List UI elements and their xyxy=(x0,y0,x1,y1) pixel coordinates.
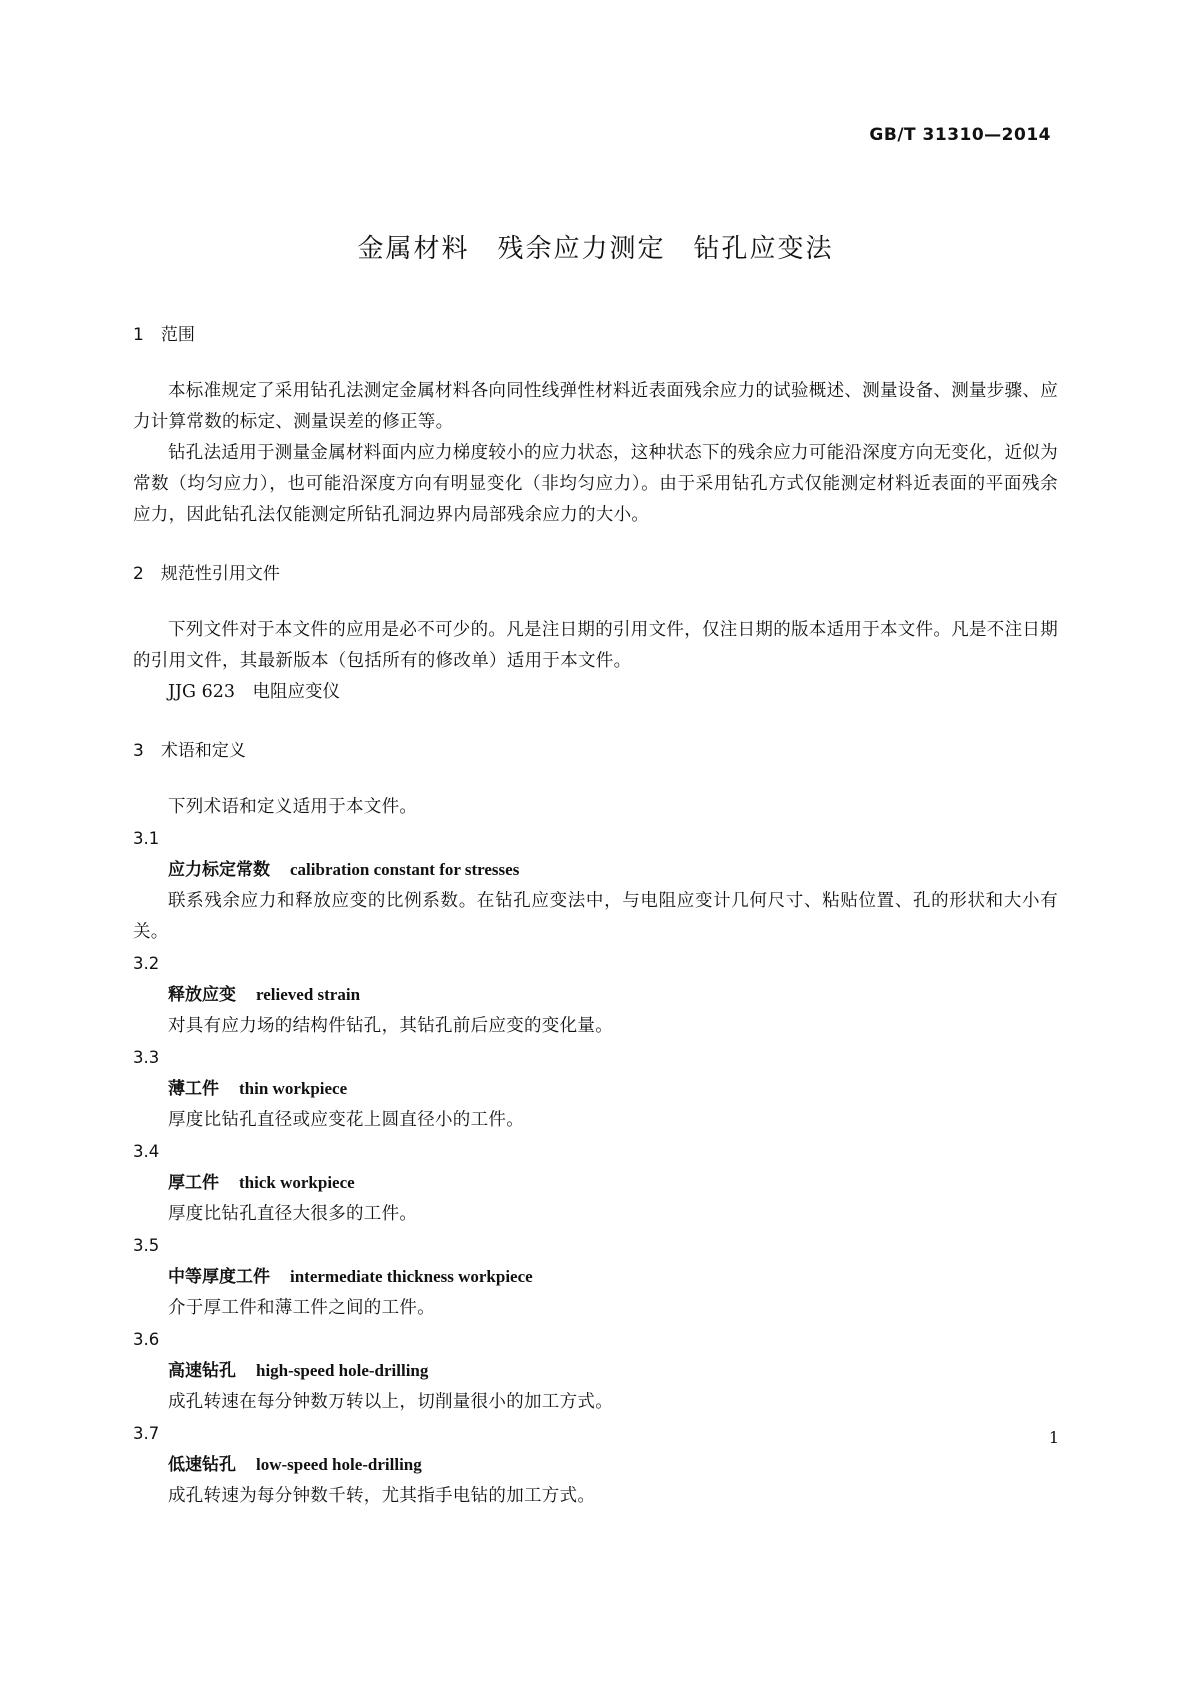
term-name xyxy=(133,979,1058,1011)
term-number: 3.6 xyxy=(133,1330,160,1349)
term-name-en: relieved strain xyxy=(256,985,361,1004)
term-name-en: high-speed hole-drilling xyxy=(256,1361,429,1380)
term-definition: 介于厚工件和薄工件之间的工件。 xyxy=(168,1298,435,1318)
term-name-en: calibration constant for stresses xyxy=(290,860,520,879)
section-heading: 1 范围 xyxy=(133,325,195,345)
term-entry xyxy=(133,1042,1058,1136)
term-definition: 成孔转速为每分钟数千转，尤其指手电钻的加工方式。 xyxy=(168,1486,596,1506)
term-name xyxy=(133,854,1058,886)
term-definition: 厚度比钻孔直径大很多的工件。 xyxy=(168,1204,418,1224)
term-entry xyxy=(133,1418,1058,1512)
term-entry xyxy=(133,1324,1058,1418)
term-name-zh: 高速钻孔 xyxy=(168,1361,236,1381)
term-name-zh: 薄工件 xyxy=(168,1079,219,1099)
term-name-zh: 释放应变 xyxy=(168,985,236,1005)
term-definition: 成孔转速在每分钟数万转以上，切削量很小的加工方式。 xyxy=(168,1392,613,1412)
term-name-zh: 低速钻孔 xyxy=(168,1455,236,1475)
term-number: 3.5 xyxy=(133,1236,160,1255)
term-entry xyxy=(133,1136,1058,1230)
term-name-en: thick workpiece xyxy=(239,1173,355,1192)
term-name xyxy=(133,1449,1058,1481)
term-name xyxy=(133,1355,1058,1387)
term-name xyxy=(133,1167,1058,1199)
term-name-en: intermediate thickness workpiece xyxy=(290,1267,533,1286)
term-name-zh: 厚工件 xyxy=(168,1173,219,1193)
term-number: 3.4 xyxy=(133,1142,160,1161)
section-heading: 2 规范性引用文件 xyxy=(133,564,280,584)
term-definition: 厚度比钻孔直径或应变花上圆直径小的工件。 xyxy=(168,1110,524,1130)
paragraph: 本标准规定了采用钻孔法测定金属材料各向同性线弹性材料近表面残余应力的试验概述、测量设备、测量步骤、应力计算常数的标定、测量误差的修正等。 xyxy=(133,381,1058,432)
term-number: 3.3 xyxy=(133,1048,160,1067)
term-definition: 联系残余应力和释放应变的比例系数。在钻孔应变法中，与电阻应变计几何尺寸、粘贴位置、孔的形状和大小有关。 xyxy=(133,891,1058,942)
term-name-en: low-speed hole-drilling xyxy=(256,1455,422,1474)
section-terms-and-definitions xyxy=(133,738,1058,1512)
term-name-zh: 中等厚度工件 xyxy=(168,1267,270,1287)
term-definition: 对具有应力场的结构件钻孔，其钻孔前后应变的变化量。 xyxy=(168,1016,613,1036)
section-heading: 3 术语和定义 xyxy=(133,741,246,761)
section-normative-references xyxy=(133,561,1058,708)
standard-code: GB/T 31310—2014 xyxy=(869,125,1051,145)
document-title: 金属材料 残余应力测定 钻孔应变法 xyxy=(357,234,834,264)
term-name-zh: 应力标定常数 xyxy=(168,860,270,880)
document-body xyxy=(133,322,1058,1542)
paragraph: 下列文件对于本文件的应用是必不可少的。凡是注日期的引用文件，仅注日期的版本适用于本文件。凡是不注日期的引用文件，其最新版本（包括所有的修改单）适用于本文件。 xyxy=(133,620,1058,671)
reference-item: JJG 623 电阻应变仪 xyxy=(168,682,340,702)
page-number: 1 xyxy=(1048,1428,1059,1447)
term-number: 3.2 xyxy=(133,954,160,973)
paragraph: 下列术语和定义适用于本文件。 xyxy=(168,797,418,817)
term-entry xyxy=(133,1230,1058,1324)
term-name xyxy=(133,1073,1058,1105)
term-entry xyxy=(133,948,1058,1042)
section-scope xyxy=(133,322,1058,531)
paragraph: 钻孔法适用于测量金属材料面内应力梯度较小的应力状态，这种状态下的残余应力可能沿深度方向无变化，近似为常数（均匀应力），也可能沿深度方向有明显变化（非均匀应力）。由于采用钻孔方式仅能测定材料近表面的平面残余应力，因此钻孔法仅能测定所钻孔洞边界内局部残余应力的大小。 xyxy=(133,443,1058,525)
term-name-en: thin workpiece xyxy=(239,1079,348,1098)
term-number: 3.7 xyxy=(133,1424,160,1443)
term-entry xyxy=(133,823,1058,948)
term-number: 3.1 xyxy=(133,829,160,848)
term-name xyxy=(133,1261,1058,1293)
